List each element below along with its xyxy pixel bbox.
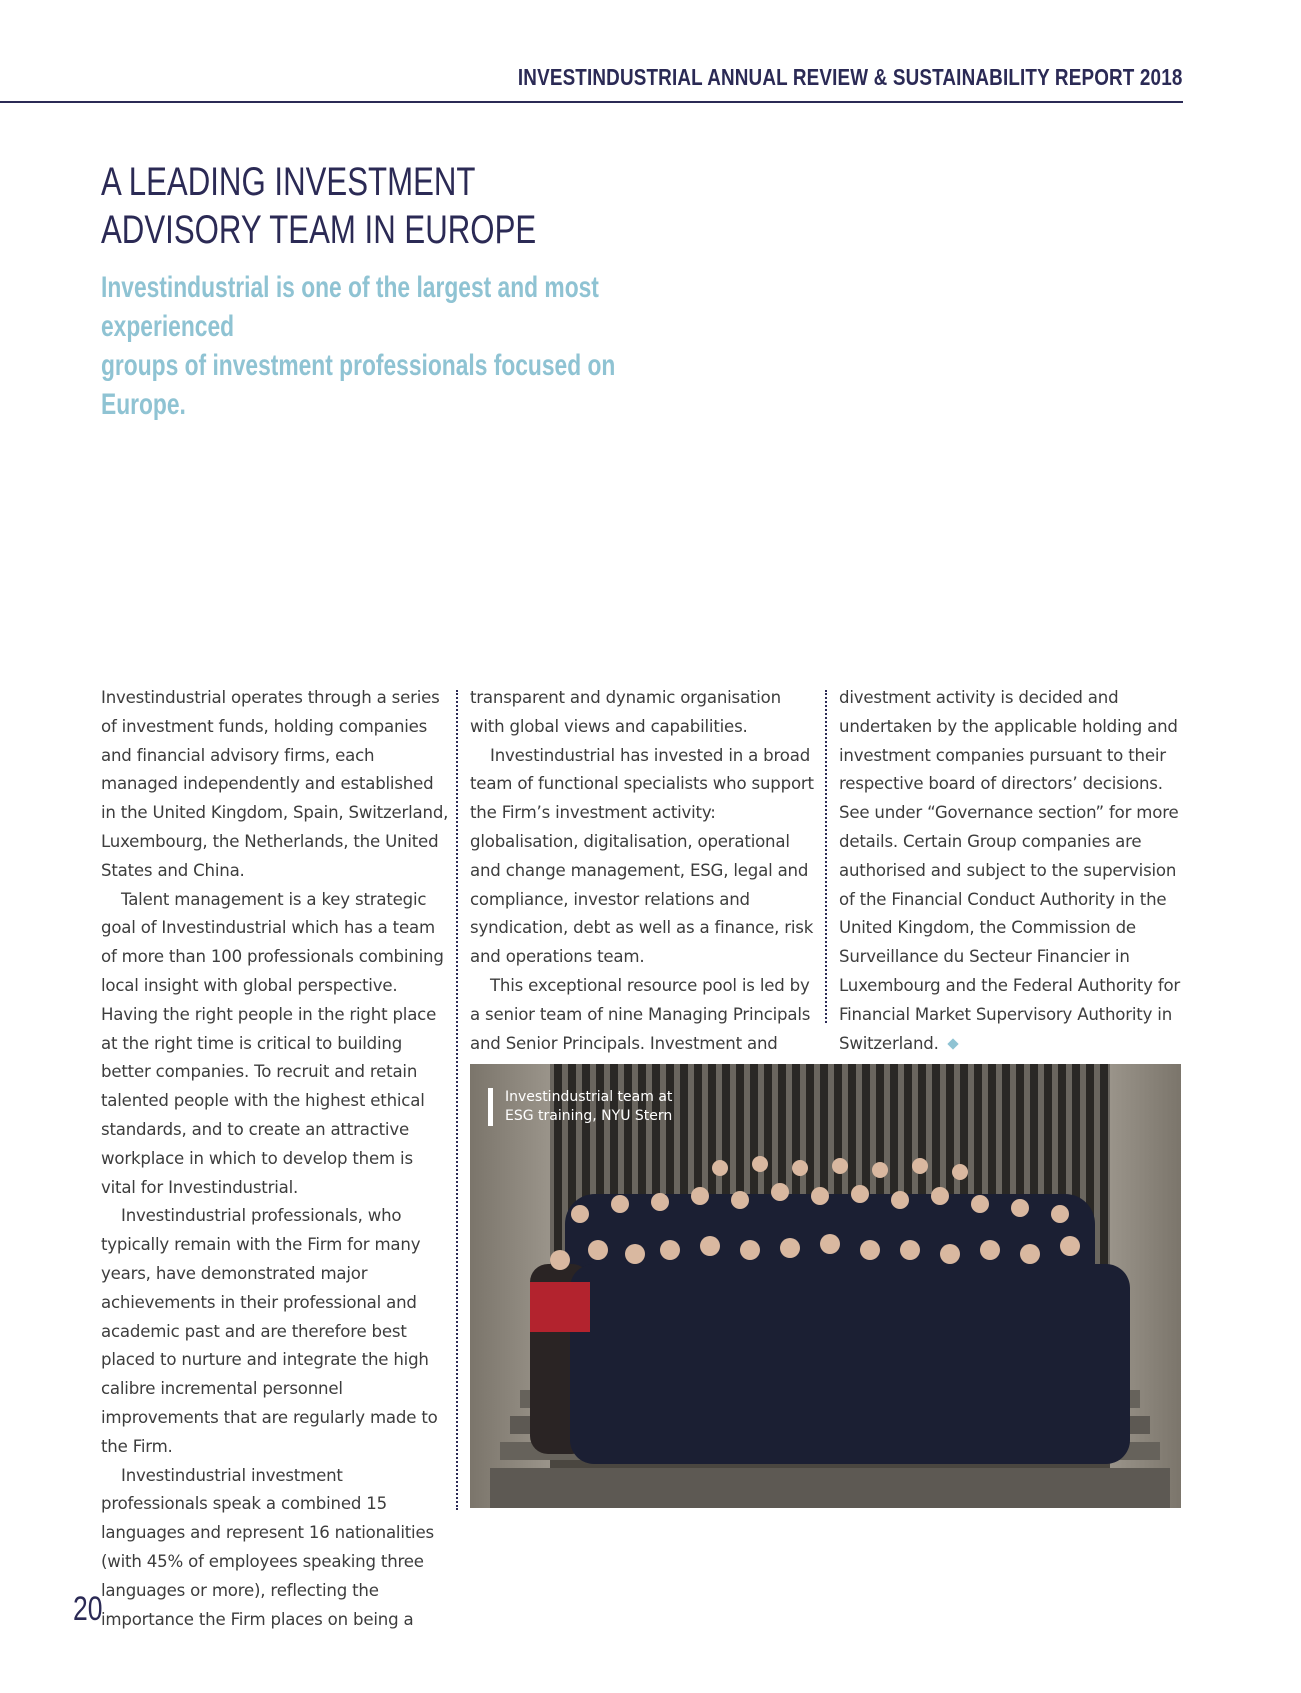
column-divider-2 <box>825 690 827 1023</box>
column-1-paragraph-3: Investindustrial professionals, who typically remain with the Firm for many years, have demonstrated major achievements in their professional and academic past and are therefore best placed to nurture and integrate the high calibre incremental personnel improvements that are regularly made to the Firm. <box>101 1206 438 1456</box>
text-column-2 <box>470 684 820 1058</box>
team-photo <box>470 1064 1181 1508</box>
team-photo-illustration <box>470 1064 1181 1508</box>
column-divider-1 <box>456 690 458 1510</box>
text-column-3 <box>839 684 1194 1058</box>
column-3-paragraph-1 <box>839 684 1194 1058</box>
photo-caption-line-1: Investindustrial team at <box>505 1089 673 1105</box>
header-rule <box>0 101 1183 103</box>
column-1-paragraph-2: Talent management is a key strategic goal of Investindustrial which has a team of more than 100 professionals combining local insight with global perspective. Having the right people in the right place at the right time is critical to building better companies. To recruit and retain talented people with the highest ethical standards, and to create an attractive workplace in which to develop them is vital for Investindustrial. <box>101 889 444 1197</box>
photo-caption <box>488 1088 725 1126</box>
text-column-1 <box>101 684 451 1634</box>
column-2-paragraph-1: transparent and dynamic organisation with global views and capabilities. <box>470 688 781 736</box>
page-title-line-1: A LEADING INVESTMENT <box>101 160 476 204</box>
page-number: 20 <box>73 1590 103 1628</box>
column-2-paragraph-3: This exceptional resource pool is led by a senior team of nine Managing Principals and Senior Principals. Investment and <box>470 975 811 1053</box>
page-title-line-2: ADVISORY TEAM IN EUROPE <box>101 208 537 252</box>
page-title <box>101 158 538 254</box>
column-1-paragraph-4: Investindustrial investment professionals speak a combined 15 languages and represent 16 nationalities (with 45% of employees speaking three languages or more), reflecting the importance the Firm places on being a <box>101 1465 434 1629</box>
column-2-paragraph-2: Investindustrial has invested in a broad team of functional specialists who support the Firm’s investment activity: globalisation, digitalisation, operational and change management, ESG, legal and compliance, investor relations and syndication, debt as well as a finance, risk and operations team. <box>470 745 814 967</box>
page-subtitle <box>101 268 679 424</box>
page-subtitle-line-2: groups of investment professionals focused on Europe. <box>101 349 616 421</box>
column-1-paragraph-1: Investindustrial operates through a series of investment funds, holding companies and financial advisory firms, each managed independently and established in the United Kingdom, Spain, Switzerland, Luxembourg, the Netherlands, the United States and China. <box>101 688 449 880</box>
column-3-paragraph-1-text: divestment activity is decided and undertaken by the applicable holding and investment companies pursuant to their respective board of directors’ decisions. See under “Governance section” for more details. Certain Group companies are authorised and subject to the supervision of the Financial Conduct Authority in the United Kingdom, the Commission de Surveillance du Secteur Financier in Luxembourg and the Federal Authority for Financial Market Supervisory Authority in Switzerland. <box>839 688 1181 1053</box>
photo-caption-line-2: ESG training, NYU Stern <box>505 1108 673 1124</box>
page-subtitle-line-1: Investindustrial is one of the largest and most experienced <box>101 271 599 343</box>
end-of-article-diamond-icon <box>947 1038 958 1049</box>
report-header-title: INVESTINDUSTRIAL ANNUAL REVIEW & SUSTAINABILITY REPORT 2018 <box>518 64 1183 90</box>
